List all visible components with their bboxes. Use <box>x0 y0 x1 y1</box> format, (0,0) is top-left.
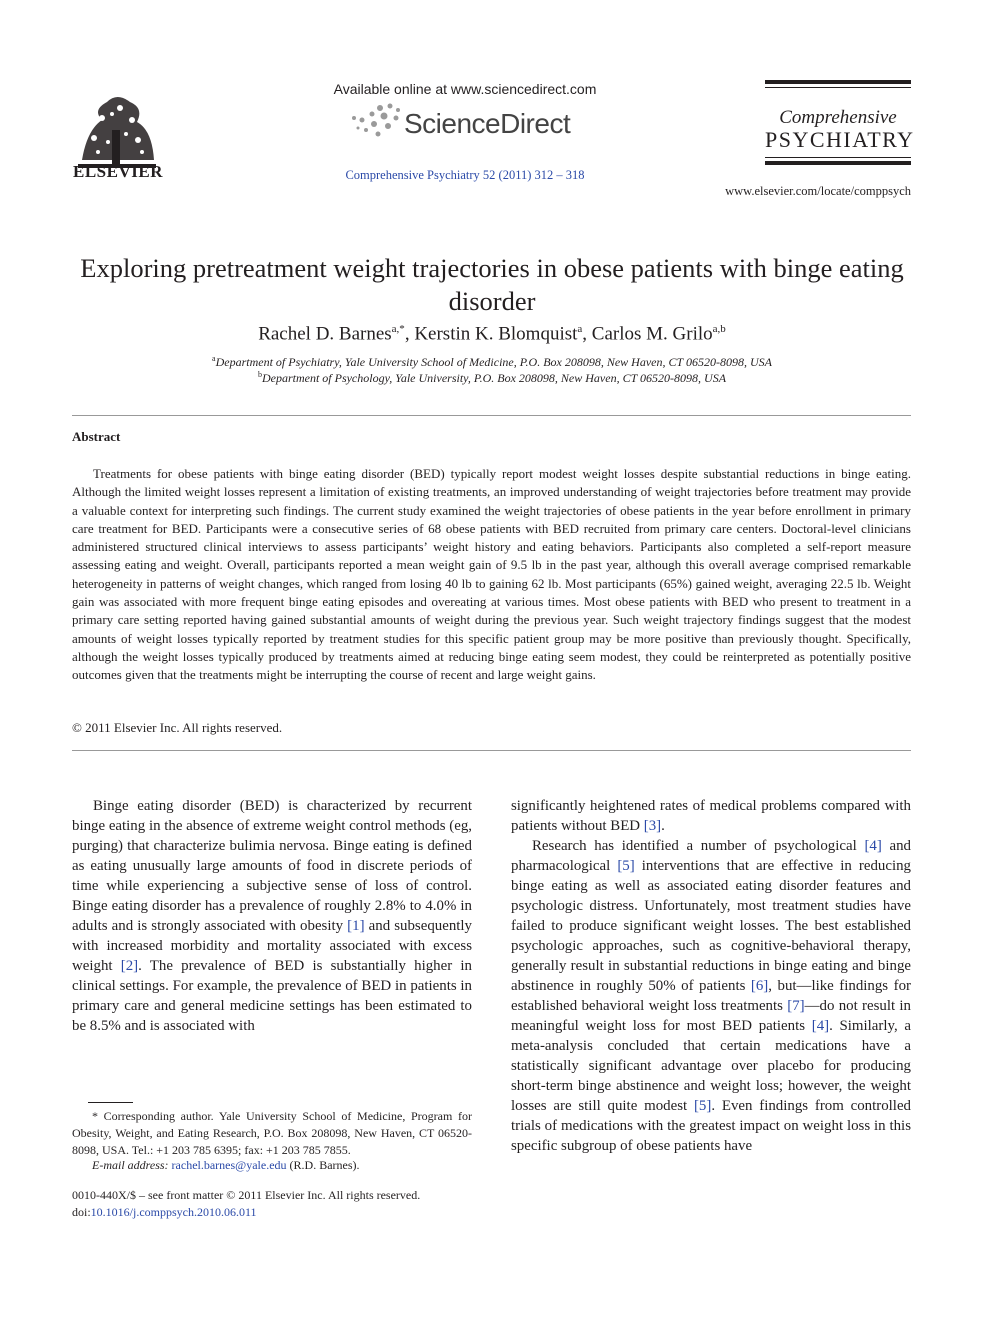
reference-link[interactable]: [5] <box>693 1098 712 1114</box>
journal-url[interactable]: www.elsevier.com/locate/comppsych <box>725 184 911 198</box>
author-sup: a,* <box>391 323 405 335</box>
reference-link[interactable]: [6] <box>750 978 769 994</box>
footnote-rule <box>88 1102 133 1103</box>
reference-link[interactable]: [4] <box>811 1018 830 1034</box>
divider <box>72 415 911 416</box>
doi-link[interactable]: 10.1016/j.comppsych.2010.06.011 <box>90 1205 257 1219</box>
author-sup: a <box>577 323 583 335</box>
doi-label: doi: <box>72 1205 91 1219</box>
email-label: E-mail address: <box>92 1158 169 1172</box>
reference-link[interactable]: [4] <box>864 838 882 854</box>
author-name: Rachel D. Barnes <box>258 323 392 345</box>
body-paragraph: Research has identified a number of psychological [4] and pharmacological [5] interventions that are effective in reducing binge eating as well as associated eating disorder features and psychologic distress. Unfortunately, most treatment studies have failed to produce significant weight losses. The best established psychologic approaches, such as cognitive-behavioral therapy, generally result in substantial reductions in binge eating and binge abstinence in roughly 50% of patients [6], but—like findings for established behavioral weight loss treatments [7]—do not result in meaningful weight loss for most BED patients [4]. Similarly, a meta-analysis concluded that certain medications have a statistically significant advantage over placebo for producing short-term binge abstinence and weight loss; however, the weight losses are still quite modest [5]. Even findings from controlled trials of medications with the greatest impact on weight loss in this specific subgroup of obese patients have <box>511 838 911 1154</box>
author-name: Carlos M. Grilo <box>591 323 713 345</box>
affiliation-text: Department of Psychology, Yale University, P.O. Box 208098, New Haven, CT 06520-8098, USA <box>261 371 727 385</box>
journal-masthead-rule <box>765 80 911 84</box>
abstract-heading: Abstract <box>72 429 121 444</box>
divider <box>72 750 911 751</box>
email-link[interactable]: rachel.barnes@yale.edu <box>171 1158 287 1172</box>
article-title: Exploring pretreatment weight trajectories in obese patients with binge eating disorder <box>80 253 904 316</box>
reference-link[interactable]: [7] <box>787 998 805 1014</box>
journal-name-line1: Comprehensive <box>779 107 897 128</box>
body-paragraph: significantly heightened rates of medical problems compared with patients without BED [3]. <box>511 798 911 834</box>
affiliation-sup: a <box>212 354 216 363</box>
publisher-name: ELSEVIER <box>73 162 163 181</box>
reference-link[interactable]: [5] <box>617 858 635 874</box>
journal-citation-link[interactable]: Comprehensive Psychiatry 52 (2011) 312 – 318 <box>345 168 585 182</box>
journal-name-line2: PSYCHIATRY <box>765 127 915 152</box>
doi-line <box>72 1205 257 1220</box>
journal-masthead-rule <box>765 161 911 165</box>
affiliation <box>72 370 912 386</box>
front-matter-notice: 0010-440X/$ – see front matter © 2011 Elsevier Inc. All rights reserved. <box>72 1188 421 1202</box>
author-list: Rachel D. Barnes$^{a,*}$, Kerstin K. Blomquist$^a$, Carlos M. Grilo$^{a,b}$ <box>258 323 726 345</box>
affiliation <box>72 354 912 370</box>
abstract-text: Treatments for obese patients with binge eating disorder (BED) typically report modest weight losses despite substantial reductions in binge eating. Although the limited weight losses represent a limitation of existing treatments, an improved understanding of weight trajectories before treatment may provide a valuable context for interpreting such findings. The current study examined the weight trajectories of obese patients in the year before enrollment in primary care treatment for BED. Participants were a consecutive series of 68 obese patients with BED recruited from primary care centers. Doctoral-level clinicians administered structured clinical interviews to assess participants’ weight history and eating behaviors. Participants also completed a self-report measure assessing eating and weight. Overall, participants reported a mean weight gain of 9.5 lb in the past year, although this overall average comprised remarkable heterogeneity in patterns of weight changes, which ranged from losing 40 lb to gaining 62 lb. Most participants (65%) gained weight, averaging 22.5 lb. Weight gain was associated with more frequent binge eating episodes and overeating at various times. Most obese patients with BED who present to treatment in a primary care setting reported having gained substantial amounts of weight during the previous year. Such weight trajectory findings suggest that the modest amounts of weight losses typically reported by treatment studies for this specific patient group may be more positive than previously thought. Specifically, although the weight losses typically produced by treatments aimed at reducing binge eating seem modest, they could be reinterpreted as potentially positive outcomes given that the treatments might be interrupting the course of recent and large weight gains. <box>72 466 911 683</box>
author-sup: a,b <box>712 323 726 335</box>
sciencedirect-brand: ScienceDirect <box>404 108 571 139</box>
email-line <box>72 1158 472 1173</box>
sciencedirect-dots-icon <box>346 102 406 142</box>
affiliation-text: Department of Psychiatry, Yale University School of Medicine, P.O. Box 208098, New Haven, CT 06520-8098, USA <box>215 355 772 369</box>
journal-masthead-rule <box>765 87 911 88</box>
copyright-notice: © 2011 Elsevier Inc. All rights reserved. <box>72 720 283 735</box>
journal-masthead-rule <box>765 157 911 158</box>
reference-link[interactable]: [2] <box>120 958 139 974</box>
corresponding-author-footnote: * Corresponding author. Yale University School of Medicine, Program for Obesity, Weight, and Eating Research, P.O. Box 208098, New Haven, CT 06520-8098, USA. Tel.: +1 203 785 6395; fax: +1 203 785 7855. <box>72 1109 472 1157</box>
available-online-text: Available online at www.sciencedirect.com <box>333 81 597 97</box>
author-name: Kerstin K. Blomquist <box>414 323 578 345</box>
body-paragraph: Binge eating disorder (BED) is characterized by recurrent binge eating in the absence of extreme weight control methods (eg, purging) that characterize bulimia nervosa. Binge eating is defined as eating unusually large amounts of food in discrete periods of time while experiencing a subjective sense of loss of control. Binge eating disorder has a prevalence of roughly 2.8% to 4.0% in adults and is strongly associated with obesity [1] and subsequently with increased morbidity and mortality associated with excess weight [2]. The prevalence of BED is substantially higher in clinical settings. For example, the prevalence of BED in patients in primary care and general medicine settings has been estimated to be 8.5% and is associated with <box>72 798 472 1034</box>
affiliation-sup: b <box>257 370 262 379</box>
reference-link[interactable]: [3] <box>643 818 662 834</box>
reference-link[interactable]: [1] <box>347 918 365 934</box>
email-suffix: (R.D. Barnes). <box>286 1158 360 1172</box>
